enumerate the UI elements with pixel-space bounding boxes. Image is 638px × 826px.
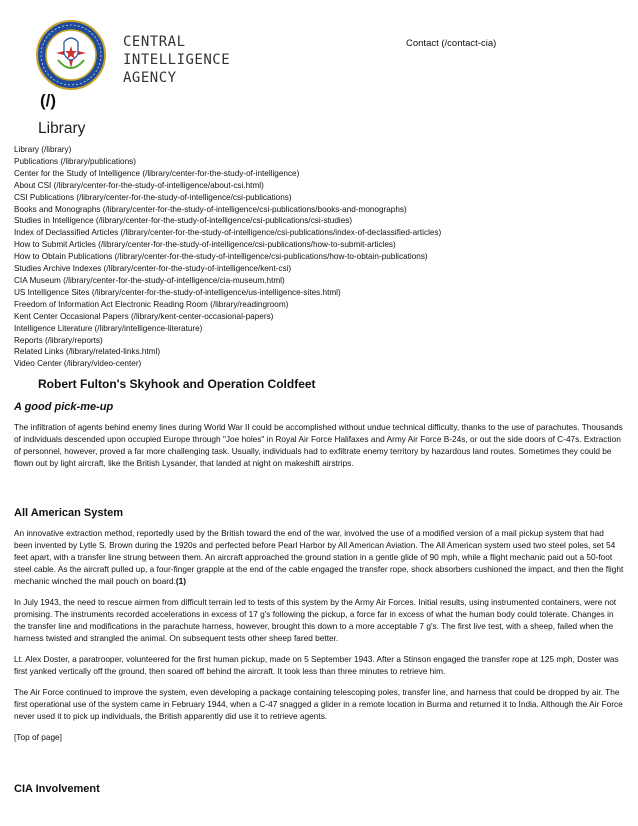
subheading-good-pick-me-up: A good pick-me-up xyxy=(14,401,114,413)
nav-item xyxy=(14,275,624,287)
nav-item xyxy=(14,204,624,216)
paragraph-4: Lt. Alex Doster, a paratrooper, volunteered for the first human pickup, made on 5 September 1943. After a Stinson engaged the transfer rope at 125 mph, Doster was first yanked vertically off the ground, then soared off behind the aircraft. It took less than three minutes to retrieve him. xyxy=(14,654,619,676)
paragraph-2 xyxy=(14,527,624,587)
nav-link-us-sites[interactable]: US Intelligence Sites (/library/center-for-the-study-of-intelligence/us-intelligence-sites.html) xyxy=(14,287,341,297)
nav-link-video[interactable]: Video Center (/library/video-center) xyxy=(14,359,142,369)
nav-item xyxy=(14,263,624,275)
agency-line-3: AGENCY xyxy=(123,70,177,86)
nav-item xyxy=(14,180,624,192)
agency-name xyxy=(123,33,230,87)
nav-item xyxy=(14,227,624,239)
nav-link-studies[interactable]: Studies in Intelligence (/library/center-for-the-study-of-intelligence/csi-publications/csi-studies) xyxy=(14,216,353,226)
nav-link-museum[interactable]: CIA Museum (/library/center-for-the-study-of-intelligence/cia-museum.html) xyxy=(14,275,285,285)
nav-item xyxy=(14,239,624,251)
nav-link-declassified[interactable]: Index of Declassified Articles (/library/center-for-the-study-of-intelligence/csi-publications/index-of-declassified-articles) xyxy=(14,228,442,238)
subheading-all-american-system: All American System xyxy=(14,507,124,519)
nav-item xyxy=(14,335,624,347)
nav-item xyxy=(14,251,624,263)
top-of-page-link[interactable]: [Top of page] xyxy=(14,732,62,742)
article-title: Robert Fulton's Skyhook and Operation Coldfeet xyxy=(38,377,316,391)
paragraph-1: The infiltration of agents behind enemy lines during World War II could be accomplished without undue technical difficulty, thanks to the use of parachutes. Thousands of individuals descended upon occupied Europe through "Joe holes" in Royal Air Force Halifaxes and Army Air Force B-24s, or out the side doors of C-47s. Extraction of personnel, however, proved a far more challenging task. Usually, individuals had to exfiltrate enemy territory by hazardous land routes. Sometimes they could be flown out by light aircraft, like the British Lysander, that landed at night on makeshift airstrips. xyxy=(14,422,623,468)
paragraph-2-text: An innovative extraction method, reportedly used by the British toward the end of the war, involved the use of a modified version of a mail pickup system that had been invented by Lytle S. Brown during the 1920s and perfected before Pearl Harbor by All American Aviation. The All American system used two steel poles, set 54 feet apart, with a transfer line strung between them. An aircraft approached the ground station in a gentle glide of 90 mph, while a flight mechanic paid out a 50-foot steel cable. As the aircraft pulled up, a four-finger grapple at the end of the cable engaged the transfer rope, shock absorbers cushioned the impact, and then the flight mechanic winched the mail pouch on board. xyxy=(14,528,624,586)
agency-line-1: CENTRAL xyxy=(123,34,186,50)
spacer xyxy=(14,752,624,783)
nav-item xyxy=(14,156,624,168)
nav-link-literature[interactable]: Intelligence Literature (/library/intelligence-literature) xyxy=(14,323,203,333)
nav-link-publications[interactable]: Publications (/library/publications) xyxy=(14,156,136,166)
footnote-1-link[interactable]: (1) xyxy=(175,576,187,586)
nav-link-csi[interactable]: Center for the Study of Intelligence (/library/center-for-the-study-of-intelligence) xyxy=(14,168,300,178)
nav-link-archive[interactable]: Studies Archive Indexes (/library/center-for-the-study-of-intelligence/kent-csi) xyxy=(14,264,292,274)
nav-item xyxy=(14,346,624,358)
nav-item xyxy=(14,311,624,323)
nav-link-submit[interactable]: How to Submit Articles (/library/center-for-the-study-of-intelligence/csi-publications/how-to-submit-articles) xyxy=(14,240,396,250)
nav-link-books[interactable]: Books and Monographs (/library/center-for-the-study-of-intelligence/csi-publications/books-and-monographs) xyxy=(14,204,407,214)
contact-link[interactable]: Contact (/contact-cia) xyxy=(406,38,497,49)
nav-link-foia[interactable]: Freedom of Information Act Electronic Reading Room (/library/readingroom) xyxy=(14,299,289,309)
nav-item xyxy=(14,287,624,299)
section-title: Library xyxy=(38,120,86,137)
nav-item xyxy=(14,168,624,180)
nav-item xyxy=(14,358,624,370)
library-nav xyxy=(14,144,624,370)
cia-seal-icon[interactable] xyxy=(36,20,106,90)
paragraph-3: In July 1943, the need to rescue airmen from difficult terrain led to tests of this system by the Army Air Forces. Initial results, using instrumented containers, were not promising. The instruments recorded accelerations in excess of 17 g's following the pickup, a force far in excess of what the human body could tolerate. Changes in the transfer line and modifications in the parachute harness, however, brought this down to a more acceptable 7 g's. The first live test, with a sheep, failed when the harness twisted and strangled the animal. On subsequent tests other sheep fared better. xyxy=(14,597,617,643)
subheading-cia-involvement: CIA Involvement xyxy=(14,783,100,795)
nav-link-library[interactable]: Library (/library) xyxy=(14,145,72,154)
home-link[interactable]: (/) xyxy=(40,91,57,110)
spacer xyxy=(14,478,624,507)
nav-item xyxy=(14,192,624,204)
nav-link-related[interactable]: Related Links (/library/related-links.html) xyxy=(14,347,161,357)
article xyxy=(14,377,624,803)
paragraph-5: The Air Force continued to improve the system, even developing a package containing telescoping poles, transfer line, and harness that could be dropped by air. The first operational use of the system came in February 1944, when a C-47 snagged a glider in a remote location in Burma and returned it to India. Although the Air Force never used it to pick up individuals, the British apparently did use it to retrieve agents. xyxy=(14,687,623,721)
top-of-page-row xyxy=(14,731,624,743)
nav-item xyxy=(14,144,624,156)
nav-item xyxy=(14,215,624,227)
nav-link-reports[interactable]: Reports (/library/reports) xyxy=(14,335,103,345)
nav-link-about-csi[interactable]: About CSI (/library/center-for-the-study-of-intelligence/about-csi.html) xyxy=(14,180,264,190)
nav-item xyxy=(14,299,624,311)
site-header xyxy=(0,0,638,137)
nav-link-obtain[interactable]: How to Obtain Publications (/library/center-for-the-study-of-intelligence/csi-publications/how-to-obtain-publications) xyxy=(14,252,428,262)
nav-item xyxy=(14,323,624,335)
nav-link-csi-publications[interactable]: CSI Publications (/library/center-for-the-study-of-intelligence/csi-publications) xyxy=(14,192,292,202)
agency-line-2: INTELLIGENCE xyxy=(123,52,231,68)
nav-link-kent-papers[interactable]: Kent Center Occasional Papers (/library/kent-center-occasional-papers) xyxy=(14,311,274,321)
